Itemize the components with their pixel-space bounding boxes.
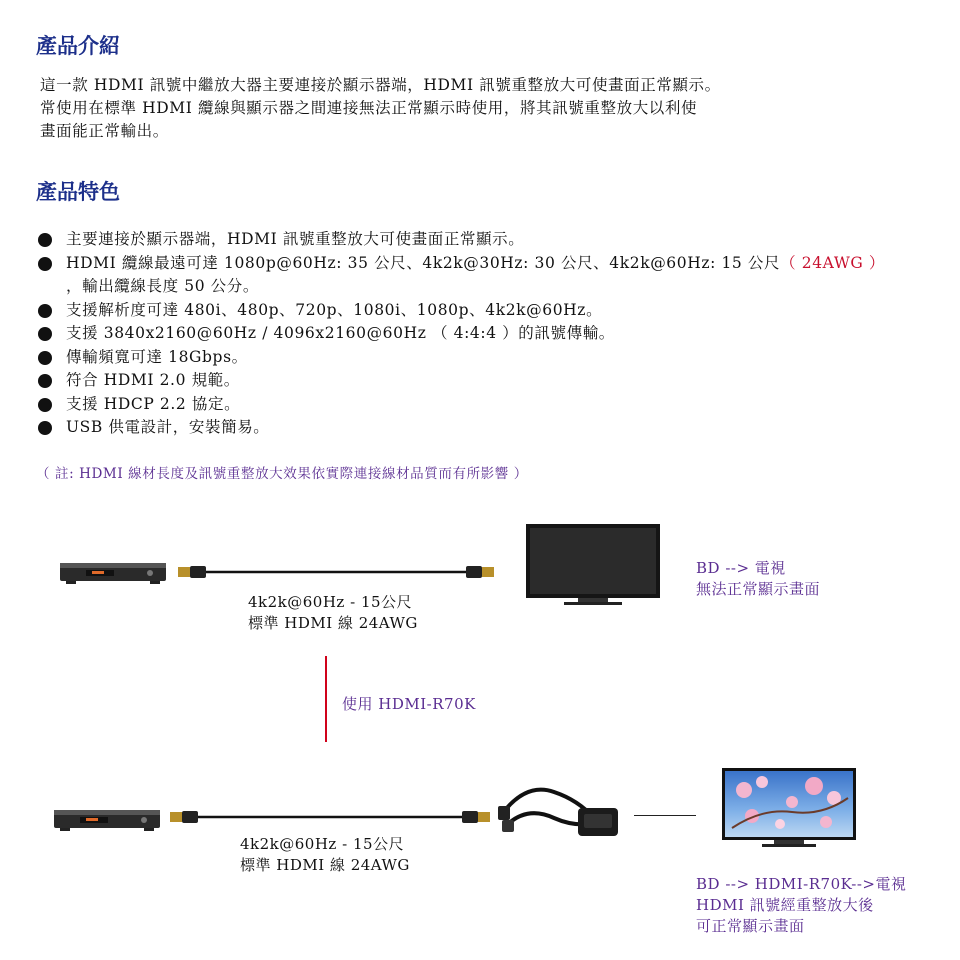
tv-on-icon (722, 768, 856, 848)
top-result-label: BD --> 電視 無法正常顯示畫面 (696, 559, 821, 598)
use-product-label: 使用 HDMI-R70K (342, 695, 476, 713)
feature-item: 傳輸頻寬可達 18Gbps。 (36, 346, 885, 370)
bluray-player-icon (52, 806, 162, 834)
bullet-icon (38, 257, 52, 271)
feature-item: HDMI 纜線最遠可達 1080p@60Hz: 35 公尺、4k2k@30Hz: 30 公尺、4k2k@60Hz: 15 公尺（ 24AWG ） ，輸出纜線長度 50 公分。 (36, 252, 885, 299)
awg-highlight: （ 24AWG ） (780, 253, 885, 272)
intro-line: 畫面能正常輸出。 (40, 122, 169, 140)
tv-off-icon (526, 524, 660, 606)
intro-paragraph (40, 74, 920, 143)
bullet-icon (38, 374, 52, 388)
connector-line (634, 815, 696, 816)
bullet-icon (38, 304, 52, 318)
feature-item: 支援解析度可達 480i、480p、720p、1080i、1080p、4k2k@60Hz。 (36, 299, 885, 323)
feature-continuation: ，輸出纜線長度 50 公分。 (66, 277, 259, 295)
bottom-result-label: BD --> HDMI-R70K-->電視 HDMI 訊號經重整放大後 可正常顯示畫面 (696, 875, 907, 935)
intro-line: 常使用在標準 HDMI 纜線與顯示器之間連接無法正常顯示時使用，將其訊號重整放大以利使 (40, 99, 698, 117)
features-title: 產品特色 (36, 180, 120, 204)
bullet-icon (38, 327, 52, 341)
feature-item: 支援 HDCP 2.2 協定。 (36, 393, 885, 417)
divider-line (325, 656, 327, 742)
bullet-icon (38, 233, 52, 247)
intro-title: 產品介紹 (36, 34, 120, 58)
feature-item: 主要連接於顯示器端，HDMI 訊號重整放大可使畫面正常顯示。 (36, 228, 885, 252)
hdmi-cable-icon (170, 807, 490, 827)
bullet-icon (38, 351, 52, 365)
feature-item: 符合 HDMI 2.0 規範。 (36, 369, 885, 393)
footnote: （ 註: HDMI 線材長度及訊號重整放大效果依實際連接線材品質而有所影響 ） (36, 466, 528, 482)
bluray-player-icon (58, 559, 168, 587)
feature-item: USB 供電設計，安裝簡易。 (36, 416, 885, 440)
bottom-cable-label: 4k2k@60Hz - 15公尺 標準 HDMI 線 24AWG (240, 835, 410, 874)
hdmi-repeater-icon (498, 778, 622, 848)
top-cable-label: 4k2k@60Hz - 15公尺 標準 HDMI 線 24AWG (248, 593, 418, 632)
intro-line: 這一款 HDMI 訊號中繼放大器主要連接於顯示器端，HDMI 訊號重整放大可使畫面正常顯示。 (40, 76, 721, 94)
hdmi-cable-icon (178, 562, 494, 582)
feature-list (36, 228, 885, 440)
feature-item: 支援 3840x2160@60Hz / 4096x2160@60Hz （ 4:4:4 ）的訊號傳輸。 (36, 322, 885, 346)
bullet-icon (38, 421, 52, 435)
bullet-icon (38, 398, 52, 412)
